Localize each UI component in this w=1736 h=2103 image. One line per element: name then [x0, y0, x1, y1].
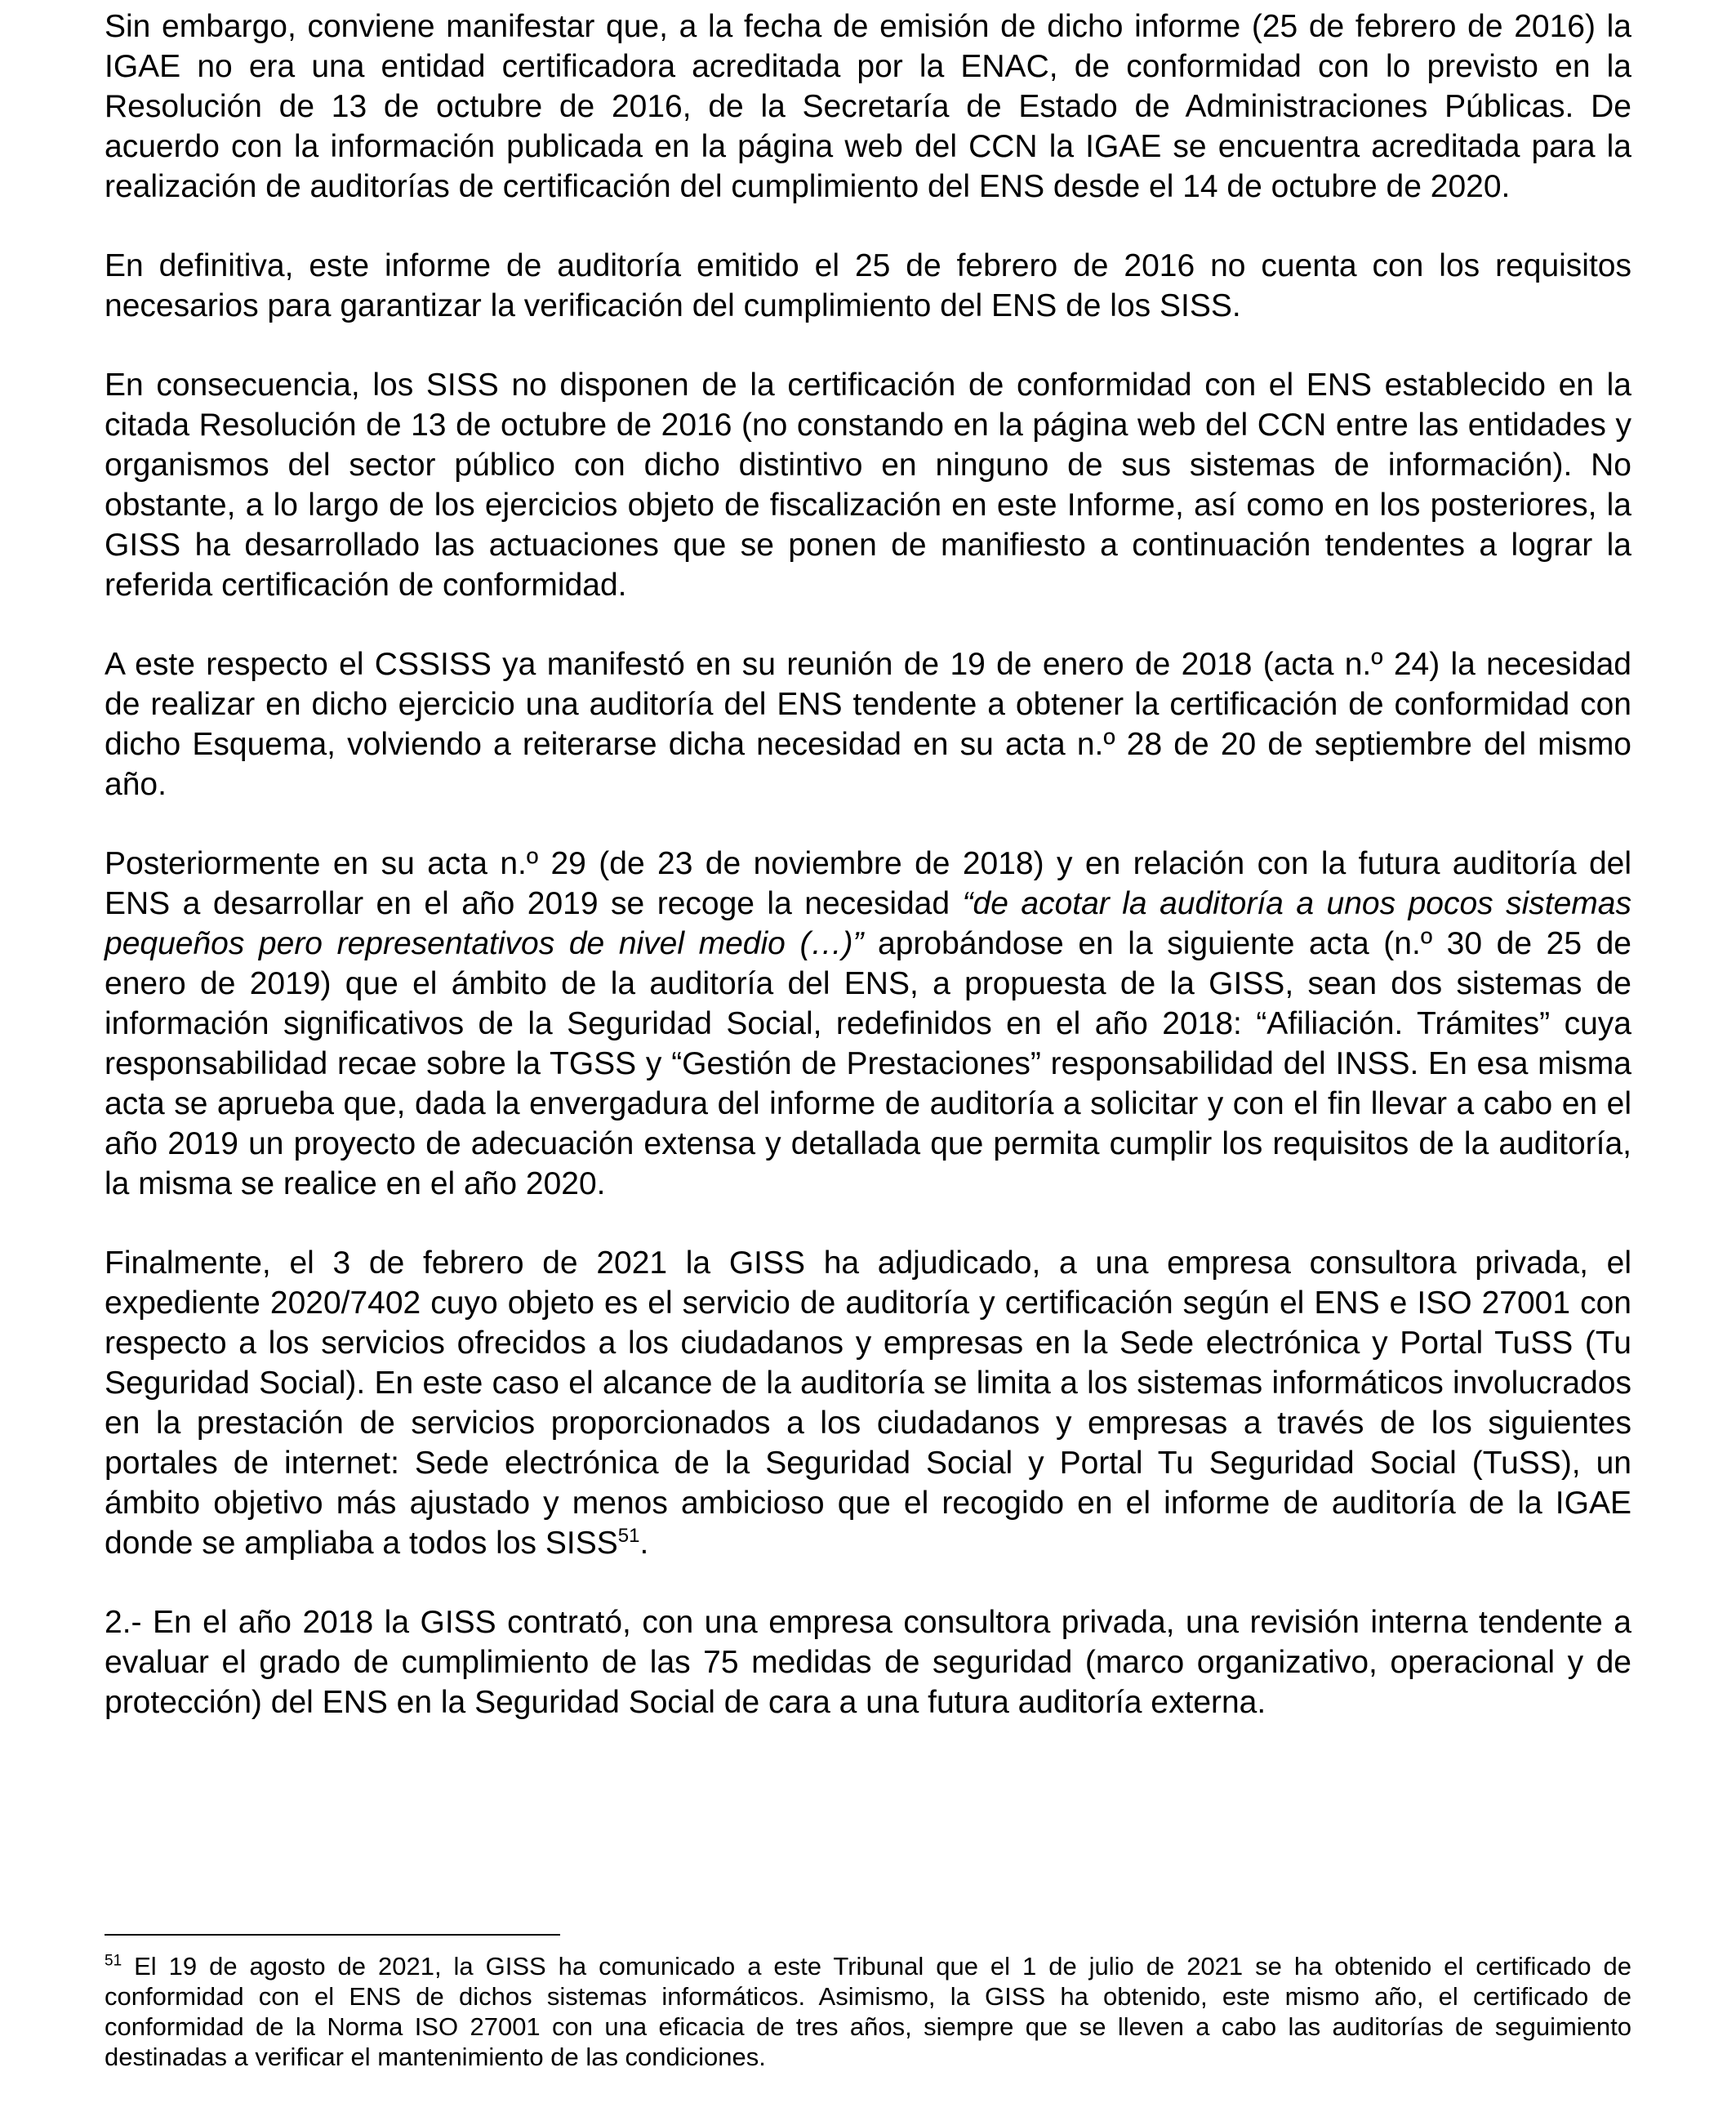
paragraph-acta-29-end: aprobándose en la siguiente acta (n.º 30 de 25 de enero de 2019) que el ámbito de la auditoría del ENS, a propuesta de la GISS, sean dos sistemas de información significativos de la Seguridad Social, redefinidos en el año 2018: “Afiliación. Trámites” cuya responsabilidad recae sobre la TGSS y “Gestión de Prestaciones” responsabilidad del INSS. En esa misma acta se aprueba que, dada la envergadura del informe de auditoría a solicitar y con el fin llevar a cabo en el año 2019 un proyecto de adecuación extensa y detallada que permita cumplir los requisitos de la auditoría, la misma se realice en el año 2020. — [105, 926, 1631, 1201]
paragraph-contract-2021 — [105, 1243, 1631, 1563]
footnote-reference: 51 — [617, 1525, 640, 1547]
paragraph-acta-29-start: Posteriormente en su acta n.º 29 (de 23 de noviembre de 2018) y en relación con la futura auditoría del ENS a desarrollar en el año 2019 se recoge la necesidad — [105, 846, 1631, 921]
paragraph-igae-accreditation: Sin embargo, conviene manifestar que, a la fecha de emisión de dicho informe (25 de febrero de 2016) la IGAE no era una entidad certificadora acreditada por la ENAC, de conformidad con lo previsto en la Resolución de 13 de octubre de 2016, de la Secretaría de Estado de Administraciones Públicas. De acuerdo con la información publicada en la página web del CCN la IGAE se encuentra acreditada para la realización de auditorías de certificación del cumplimiento del ENS desde el 14 de octubre de 2020. — [105, 9, 1631, 204]
paragraph-no-certification: En consecuencia, los SISS no disponen de la certificación de conformidad con el ENS establecido en la citada Resolución de 13 de octubre de 2016 (no constando en la página web del CCN entre las entidades y organismos del sector público con dicho distintivo en ninguno de sus sistemas de información). No obstante, a lo largo de los ejercicios objeto de fiscalización en este Informe, así como en los posteriores, la GISS ha desarrollado las actuaciones que se ponen de manifiesto a continuación tendentes a lograr la referida certificación de conformidad. — [105, 368, 1631, 603]
paragraph-cssiss-meeting: A este respecto el CSSISS ya manifestó en su reunión de 19 de enero de 2018 (acta n.º 24) la necesidad de realizar en dicho ejercicio una auditoría del ENS tendente a obtener la certificación de conformidad con dicho Esquema, volviendo a reiterarse dicha necesidad en su acta n.º 28 de 20 de septiembre del mismo año. — [105, 647, 1631, 802]
paragraph-acta-29 — [105, 844, 1631, 1204]
footnote-number: 51 — [105, 1952, 122, 1970]
paragraph-audit-conclusion: En definitiva, este informe de auditoría emitido el 25 de febrero de 2016 no cuenta con los requisitos necesarios para garantizar la verificación del cumplimiento del ENS de los SISS. — [105, 248, 1631, 323]
paragraph-contract-end: . — [639, 1526, 649, 1561]
document-body — [105, 7, 1631, 1762]
paragraph-contract-text: Finalmente, el 3 de febrero de 2021 la GISS ha adjudicado, a una empresa consultora privada, el expediente 2020/7402 cuyo objeto es el servicio de auditoría y certificación según el ENS e ISO 27001 con respecto a los servicios ofrecidos a los ciudadanos y empresas en la Sede electrónica y Portal TuSS (Tu Seguridad Social). En este caso el alcance de la auditoría se limita a los sistemas informáticos involucrados en la prestación de servicios proporcionados a los ciudadanos y empresas a través de los siguientes portales de internet: Sede electrónica de la Seguridad Social y Portal Tu Seguridad Social (TuSS), un ámbito objetivo más ajustado y menos ambicioso que el recogido en el informe de auditoría de la IGAE donde se ampliaba a todos los SISS — [105, 1245, 1631, 1561]
footnote-separator — [105, 1934, 560, 1936]
paragraph-internal-review: 2.- En el año 2018 la GISS contrató, con una empresa consultora privada, una revisión interna tendente a evaluar el grado de cumplimiento de las 75 medidas de seguridad (marco organizativo, operacional y de protección) del ENS en la Seguridad Social de cara a una futura auditoría externa. — [105, 1605, 1631, 1720]
footnote — [105, 1951, 1631, 2072]
quoted-text: “de acotar la auditoría a unos pocos sistemas pequeños pero representativos de nivel medio (…)” — [105, 886, 1631, 961]
footnote-text: El 19 de agosto de 2021, la GISS ha comunicado a este Tribunal que el 1 de julio de 2021 se ha obtenido el certificado de conformidad con el ENS de dichos sistemas informáticos. Asimismo, la GISS ha obtenido, este mismo año, el certificado de conformidad de la Norma ISO 27001 con una eficacia de tres años, siempre que se lleven a cabo las auditorías de seguimiento destinadas a verificar el mantenimiento de las condiciones. — [105, 1952, 1631, 2071]
